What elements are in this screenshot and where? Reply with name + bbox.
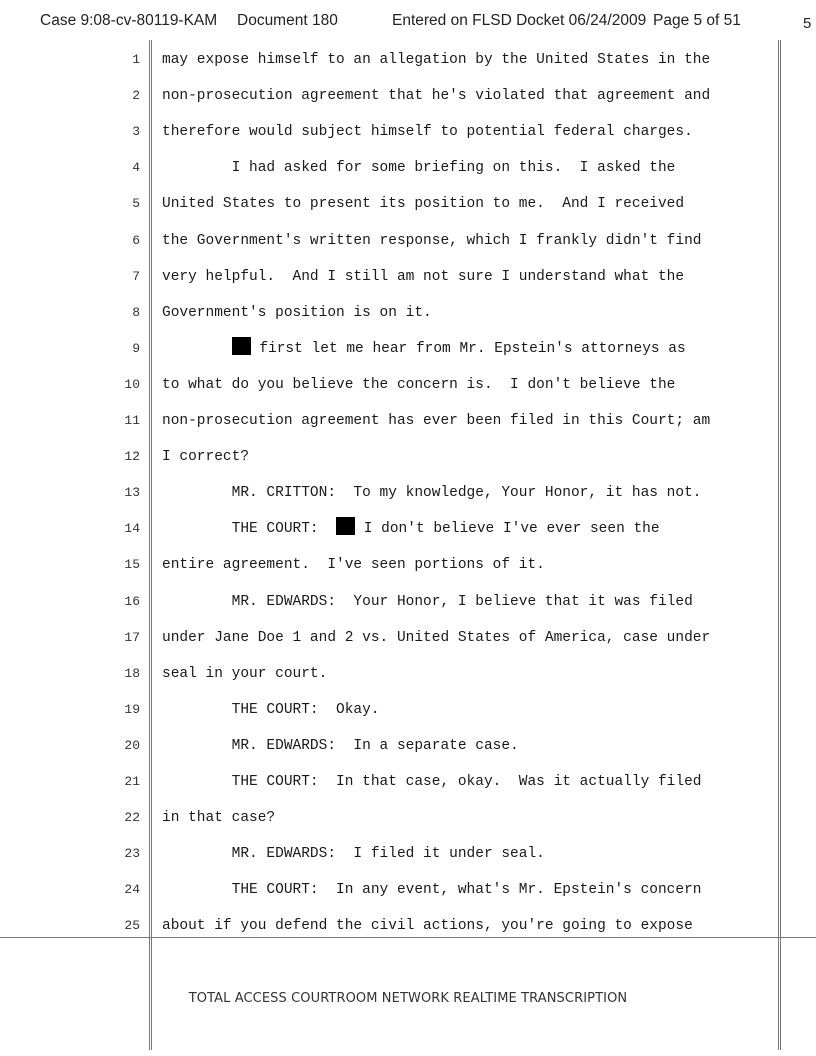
line-number: 16 — [124, 593, 140, 609]
line-number: 22 — [124, 810, 140, 826]
transcript-line — [0, 84, 816, 108]
line-text: MR. EDWARDS: I filed it under seal. — [162, 846, 545, 863]
line-number: 18 — [124, 665, 140, 681]
line-text-after-redaction: first let me hear from Mr. Epstein's attorneys as — [250, 340, 686, 357]
line-text: MR. EDWARDS: Your Honor, I believe that it was filed — [162, 593, 693, 610]
transcript-line — [0, 734, 816, 758]
line-number: 13 — [124, 485, 140, 501]
line-text: THE COURT: In that case, okay. Was it actually filed — [162, 774, 702, 790]
line-number: 2 — [132, 88, 140, 104]
line-number: 17 — [124, 629, 140, 645]
line-text: I correct? — [162, 449, 250, 466]
footer: TOTAL ACCESS COURTROOM NETWORK REALTIME TRANSCRIPTION — [188, 991, 628, 1006]
line-text-before-redaction — [162, 341, 232, 357]
line-number: 24 — [124, 882, 140, 898]
line-text: to what do you believe the concern is. I don't believe the — [162, 376, 676, 393]
redaction-block — [232, 337, 251, 355]
line-text: MR. EDWARDS: In a separate case. — [162, 737, 519, 754]
line-text: the Government's written response, which I frankly didn't find — [162, 232, 702, 249]
case-number: Case 9:08-cv-80119-KAM — [40, 12, 218, 29]
line-number: 15 — [124, 557, 140, 573]
line-text — [162, 517, 660, 541]
transcript-line — [0, 842, 816, 866]
line-number: 19 — [124, 701, 140, 717]
line-text: THE COURT: Okay. — [162, 701, 380, 718]
line-text — [162, 337, 686, 361]
line-text: in that case? — [162, 810, 276, 827]
transcript-line — [0, 337, 816, 361]
line-number: 10 — [124, 376, 140, 392]
entered-date: Entered on FLSD Docket 06/24/2009 — [392, 12, 647, 29]
line-text-after-redaction: I don't believe I've ever seen the — [355, 521, 660, 538]
line-text: therefore would subject himself to potential federal charges. — [162, 124, 693, 141]
line-text: I had asked for some briefing on this. I asked the — [162, 160, 676, 177]
transcript-line — [0, 445, 816, 469]
line-number: 25 — [124, 918, 140, 934]
line-number: 6 — [132, 232, 140, 248]
line-number: 4 — [132, 160, 140, 176]
line-text: may expose himself to an allegation by the United States in the — [162, 52, 711, 68]
transcript-line — [0, 914, 816, 938]
transcript-line — [0, 48, 816, 72]
line-text: non-prosecution agreement that he's violated that agreement and — [162, 88, 711, 105]
line-text: non-prosecution agreement has ever been filed in this Court; am — [162, 413, 711, 429]
transcript-line — [0, 770, 816, 794]
line-text: under Jane Doe 1 and 2 vs. United States of America, case under — [162, 629, 711, 646]
transcript-line — [0, 553, 816, 577]
line-text: about if you defend the civil actions, you're going to expose — [162, 918, 693, 935]
line-number: 12 — [124, 449, 140, 465]
line-number: 14 — [124, 521, 140, 537]
transcript-line — [0, 373, 816, 397]
line-text-before-redaction: THE COURT: — [162, 521, 337, 538]
line-text: very helpful. And I still am not sure I understand what the — [162, 268, 685, 285]
transcript-line — [0, 662, 816, 686]
line-number: 11 — [124, 413, 140, 428]
line-number: 8 — [132, 304, 140, 320]
line-text: MR. CRITTON: To my knowledge, Your Honor, it has not. — [162, 485, 702, 502]
transcript-line — [0, 481, 816, 505]
line-number: 20 — [124, 737, 140, 753]
line-number: 3 — [132, 124, 140, 140]
redaction-block — [336, 517, 355, 535]
transcript-line — [0, 120, 816, 144]
line-number: 7 — [132, 268, 140, 284]
document-number: Document 180 — [237, 12, 338, 29]
line-number: 9 — [132, 340, 140, 356]
transcript-line — [0, 156, 816, 180]
line-number: 23 — [124, 846, 140, 862]
transcript-line — [0, 301, 816, 325]
line-number: 5 — [132, 196, 140, 212]
transcript-line — [0, 698, 816, 722]
line-text: United States to present its position to me. And I received — [162, 196, 685, 213]
line-text: seal in your court. — [162, 665, 328, 682]
transcript-line — [0, 626, 816, 650]
line-number: 1 — [132, 52, 140, 67]
line-text: THE COURT: In any event, what's Mr. Epstein's concern — [162, 882, 702, 899]
line-number: 21 — [124, 774, 140, 789]
transcript-line — [0, 878, 816, 902]
transcript-line — [0, 409, 816, 433]
transcript-line — [0, 192, 816, 216]
page-of: Page 5 of 51 — [653, 12, 741, 29]
transcript-line — [0, 229, 816, 253]
line-text: entire agreement. I've seen portions of it. — [162, 557, 545, 574]
transcript-line — [0, 806, 816, 830]
line-text: Government's position is on it. — [162, 304, 432, 321]
transcript-line — [0, 590, 816, 614]
page-number: 5 — [803, 15, 812, 32]
transcript-line — [0, 265, 816, 289]
transcript-line — [0, 517, 816, 541]
